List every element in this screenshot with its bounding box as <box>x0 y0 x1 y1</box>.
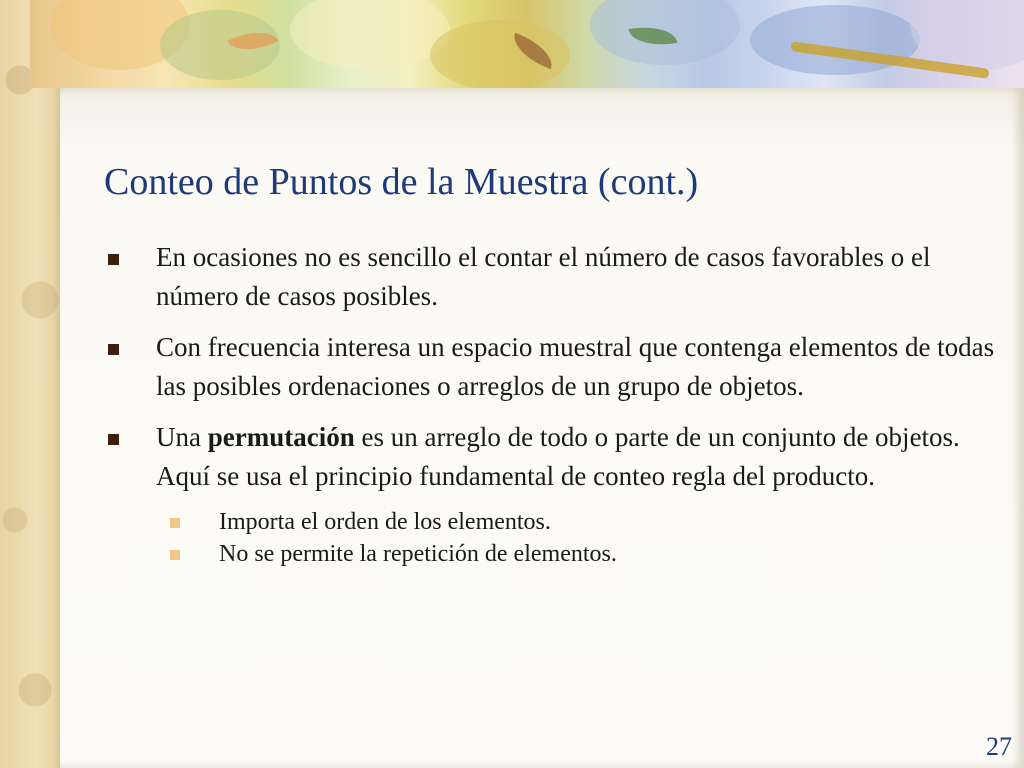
bullet-text: Con frecuencia interesa un espacio muestral que contenga elementos de todas las posibles ordenaciones o arreglos de un grupo de objetos. <box>156 332 995 401</box>
bullet-item <box>104 418 1004 496</box>
square-subbullet-icon <box>170 550 180 560</box>
bullet-text: En ocasiones no es sencillo el contar el número de casos favorables o el número de casos posibles. <box>156 242 931 311</box>
square-subbullet-icon <box>170 518 180 528</box>
bullet-list <box>104 238 1004 572</box>
parchment-background <box>0 0 60 768</box>
subbullet-item <box>104 536 1004 572</box>
bullet-bold-term: permutación <box>207 422 355 452</box>
bullet-text-after: es un arreglo de todo o parte de un conjunto de objetos. Aquí se usa el principio fundamental de conteo regla del producto. <box>156 422 960 491</box>
bullet-item <box>104 328 1004 406</box>
subbullet-text: No se permite la repetición de elementos. <box>219 541 617 567</box>
square-bullet-icon <box>108 434 119 445</box>
square-bullet-icon <box>108 344 119 355</box>
decorative-banner <box>30 0 1024 88</box>
square-bullet-icon <box>108 254 119 265</box>
subbullet-item <box>104 504 1004 540</box>
page-number: 27 <box>986 732 1012 761</box>
slide-title: Conteo de Puntos de la Muestra (cont.) <box>104 161 699 203</box>
bullet-item <box>104 238 1004 316</box>
subbullet-text: Importa el orden de los elementos. <box>219 509 551 535</box>
bullet-text-before: Una <box>156 422 208 452</box>
